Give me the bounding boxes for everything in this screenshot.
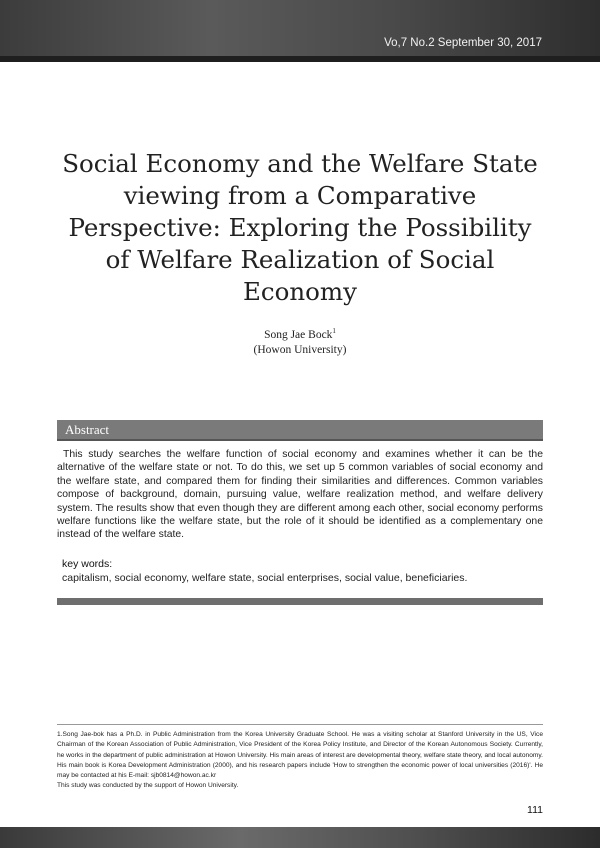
author-footnote-mark: 1: [332, 327, 336, 335]
author-name: Song Jae Bock: [264, 328, 333, 341]
keywords-text: capitalism, social economy, welfare state, social enterprises, social value, beneficiaries.: [62, 572, 468, 584]
paper-title: Social Economy and the Welfare State viewing from a Comparative Perspective: Exploring the Possibility of Welfare Realization of Social Economy: [62, 149, 538, 306]
author-affiliation: (Howon University): [253, 343, 347, 356]
journal-info: Vo,7 No.2 September 30, 2017: [384, 37, 542, 49]
page-number: 111: [527, 804, 543, 816]
footnote: [57, 730, 543, 792]
abstract-heading-bar: [57, 420, 543, 441]
header-band: [0, 0, 600, 62]
section-divider: [57, 598, 543, 605]
author-block: [0, 324, 600, 358]
footnote-divider: [57, 724, 543, 725]
keywords-heading: key words:: [62, 558, 113, 570]
footnote-support: This study was conducted by the support of Howon University.: [57, 782, 239, 790]
header-strip: [0, 56, 600, 62]
footer-band: [0, 827, 600, 848]
footnote-text: 1.Song Jae-bok has a Ph.D. in Public Administration from the Korea University Graduate School. He was a visiting scholar at Stanford University in the US, Vice Chairman of the Korean Association of Public Administration, Vice President of the Korea Policy Institute, and Director of the Korean Autonomous Society. Currently, he works in the department of public administration at Howon University. His main areas of interest are developmental theory, welfare state theory, and local autonomy. His main book is Korea Development Administration (2000), and his research papers include 'How to strengthen the economic power of local universities (2016)'. He may be contacted at his E-mail: sjb0814@howon.ac.kr: [57, 731, 543, 780]
abstract-text: This study searches the welfare function of social economy and examines whether it can be the alternative of the welfare state or not. To do this, we set up 5 common variables of social economy and the welfare state, and compared them for finding their similarities and differences. Common variables compose of background, domain, pursuing value, welfare realization method, and welfare delivery system. The results show that even though they are different among each other, social economy performs welfare functions like the welfare state, but the role of it should be identified as a complementary one instead of the welfare state.: [57, 449, 543, 541]
author-line: [0, 324, 600, 343]
abstract-heading: Abstract: [65, 422, 110, 437]
